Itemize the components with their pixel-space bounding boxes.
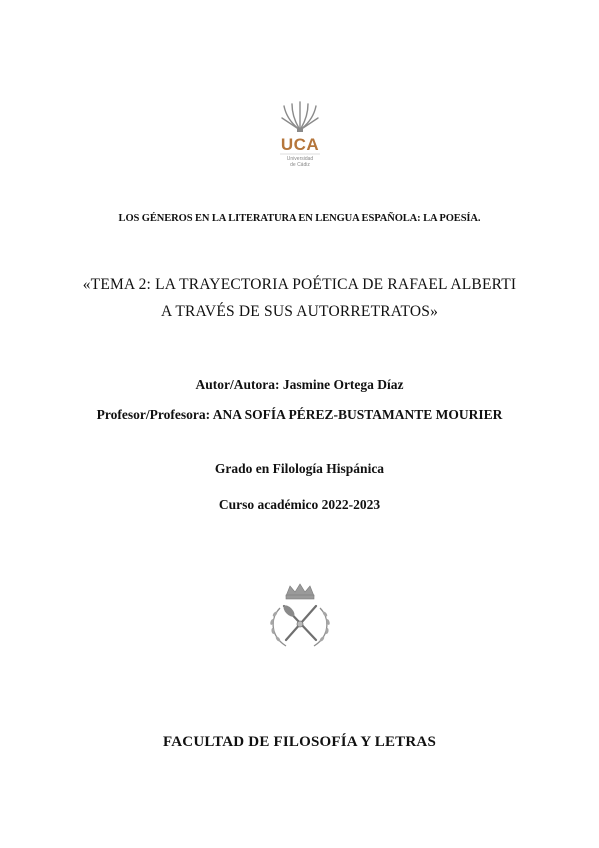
author-line: Autor/Autora: Jasmine Ortega Díaz	[195, 377, 404, 392]
faculty-crest-icon	[262, 582, 338, 652]
course-title: LOS GÉNEROS EN LA LITERATURA EN LENGUA ESPAÑOLA: LA POESÍA.	[118, 213, 481, 224]
work-title-line2: A TRAVÉS DE SUS AUTORRETRATOS»	[160, 303, 439, 320]
logo-acronym: UCA	[280, 135, 320, 154]
academic-year-line: Curso académico 2022-2023	[218, 497, 381, 512]
university-logo	[270, 100, 330, 180]
logo-line2: de Cádiz	[290, 162, 310, 168]
work-title-line1: «TEMA 2: LA TRAYECTORIA POÉTICA DE RAFAEL ALBERTI	[82, 276, 517, 293]
logo-line1: Universidad	[286, 156, 314, 162]
degree-line: Grado en Filología Hispánica	[214, 461, 385, 476]
faculty-name: FACULTAD DE FILOSOFÍA Y LETRAS	[163, 734, 436, 750]
university-emblem-icon	[282, 102, 318, 130]
professor-line: Profesor/Profesora: ANA SOFÍA PÉREZ-BUSTAMANTE MOURIER	[96, 407, 503, 422]
